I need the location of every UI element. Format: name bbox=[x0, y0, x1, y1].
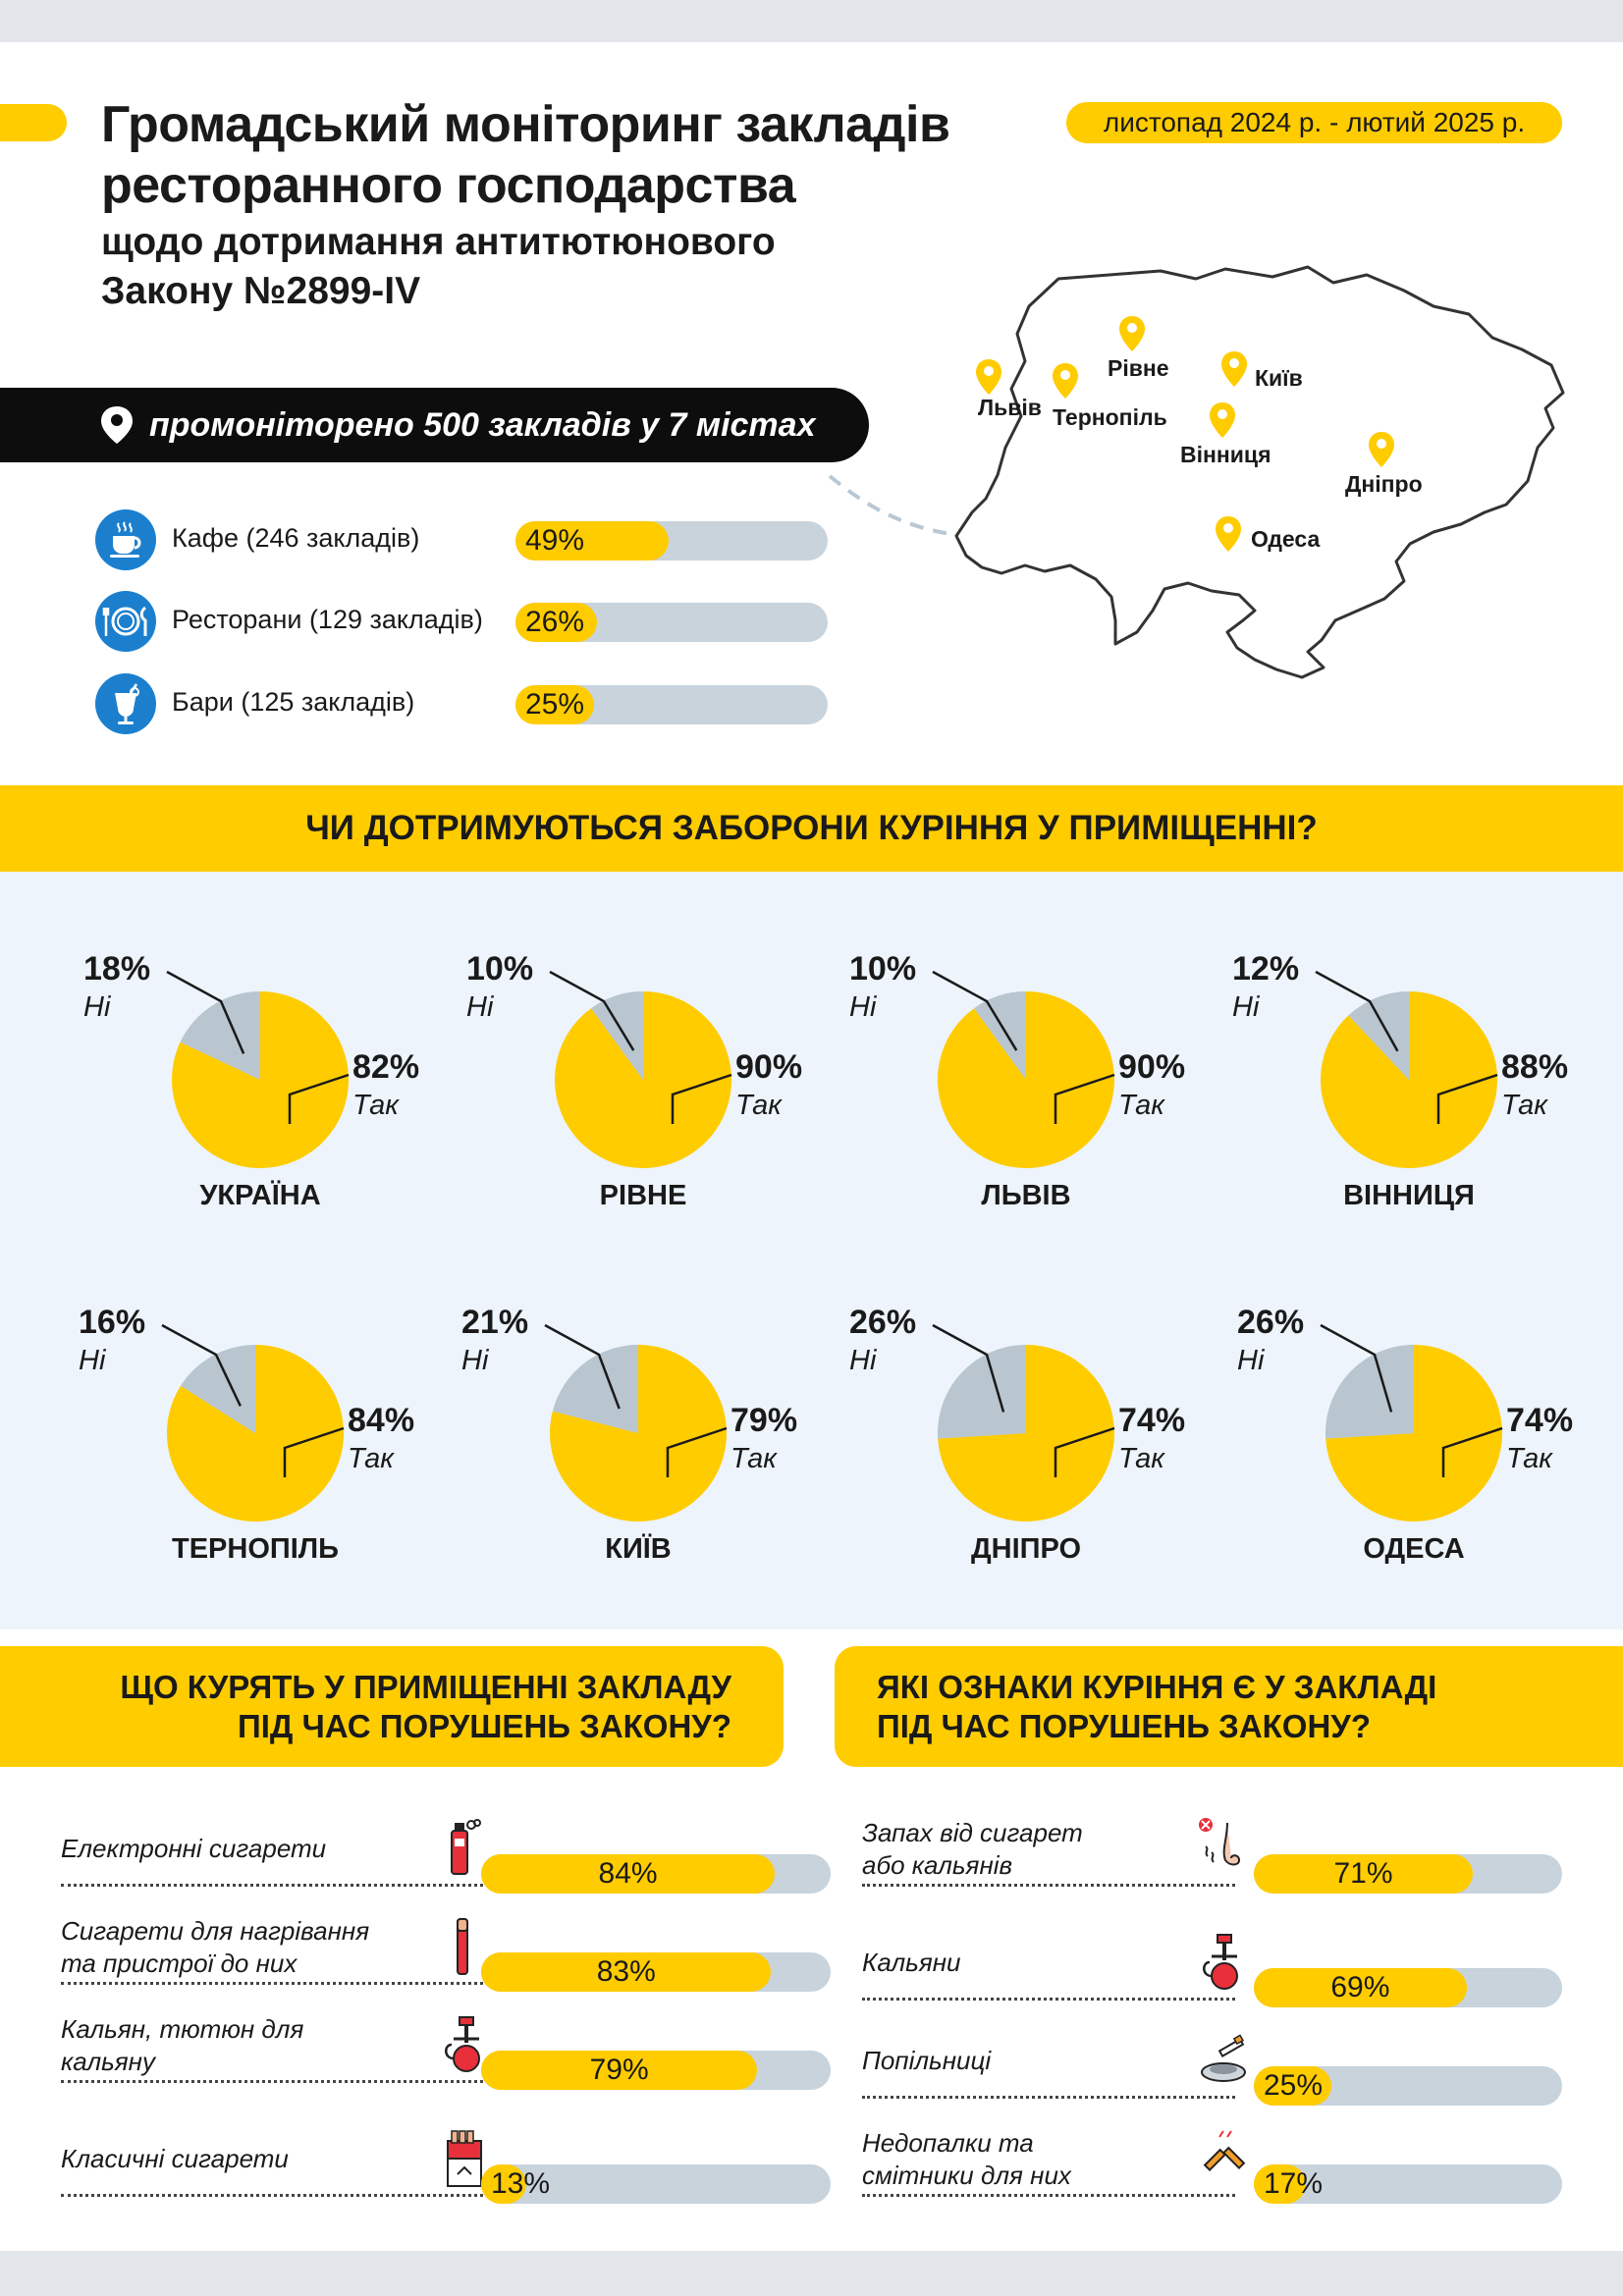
map-pin-odesa bbox=[1214, 514, 1243, 560]
city-label-lviv: Львів bbox=[978, 395, 1042, 420]
dotted-leader bbox=[61, 1884, 483, 1887]
bar-label-line: Недопалки та bbox=[862, 2128, 1034, 2158]
pie-chart-4 bbox=[1232, 913, 1569, 1211]
pie-yes-percent: 82% bbox=[352, 1048, 420, 1086]
pie-yes-label: Так bbox=[730, 1443, 777, 1474]
pie-no-percent: 12% bbox=[1232, 950, 1300, 988]
top-strip bbox=[0, 0, 1623, 42]
bar-value: 13% bbox=[491, 2167, 551, 2200]
pie-no-percent: 21% bbox=[461, 1304, 529, 1341]
pie-chart-8 bbox=[1237, 1266, 1574, 1565]
bar-label-line: або кальянів bbox=[862, 1850, 1013, 1880]
pie-no-label: Ні bbox=[1232, 991, 1260, 1023]
bar-label-line: Електронні сигарети bbox=[61, 1834, 327, 1863]
pie-no-label: Ні bbox=[79, 1345, 106, 1376]
map-pin-icon bbox=[1208, 400, 1237, 440]
pie-no-percent: 10% bbox=[849, 950, 917, 988]
bar-track bbox=[1254, 2164, 1562, 2204]
pie-city-name: ТЕРНОПІЛЬ bbox=[172, 1533, 339, 1565]
pie-chart-5 bbox=[79, 1266, 415, 1565]
map-pin-kyiv bbox=[1219, 349, 1249, 395]
pie-city-name: ЛЬВІВ bbox=[981, 1180, 1071, 1211]
pie-no-label: Ні bbox=[849, 1345, 877, 1376]
plate-cutlery-icon bbox=[95, 591, 156, 652]
cocktail-glass-icon bbox=[95, 673, 156, 734]
bar-label bbox=[61, 1833, 326, 1865]
bar-value: 83% bbox=[596, 1955, 656, 1988]
subtitle-line-1: щодо дотримання антитютюнового bbox=[101, 221, 776, 263]
bar-label-line: кальяну bbox=[61, 2047, 155, 2076]
pie-slice-no bbox=[1325, 1345, 1414, 1439]
pie-no-label: Ні bbox=[83, 991, 111, 1023]
pie-no-percent: 18% bbox=[83, 950, 151, 988]
dotted-leader bbox=[862, 2096, 1235, 2099]
bar-label bbox=[862, 1947, 960, 1979]
pie-no-label: Ні bbox=[1237, 1345, 1265, 1376]
coffee-cup-icon bbox=[95, 509, 156, 570]
bar-label-line: Попільниці bbox=[862, 2046, 992, 2075]
city-label-ternopil: Тернопіль bbox=[1053, 404, 1167, 430]
bar-label-line: Класичні сигарети bbox=[61, 2144, 289, 2173]
bar-track bbox=[481, 1952, 831, 1992]
bar-label bbox=[61, 2143, 289, 2175]
monitored-text: промоніторено 500 закладів у 7 містах bbox=[149, 406, 816, 444]
section-title-line-1: ЩО КУРЯТЬ У ПРИМІЩЕННІ ЗАКЛАДУ bbox=[120, 1669, 731, 1705]
bar-label-line: Сигарети для нагрівання bbox=[61, 1916, 370, 1946]
section-title-smoking-signs bbox=[877, 1668, 1436, 1746]
bar-row bbox=[862, 2029, 1589, 2108]
bar-track bbox=[481, 1854, 831, 1894]
category-label: Ресторани (129 закладів) bbox=[172, 605, 483, 634]
bar-label-line: Запах від сигарет bbox=[862, 1818, 1083, 1847]
section-title-what-smoked bbox=[120, 1668, 731, 1746]
pie-yes-label: Так bbox=[348, 1443, 394, 1474]
city-label-odesa: Одеса bbox=[1251, 526, 1321, 552]
category-row-bars bbox=[95, 673, 832, 736]
bar-row bbox=[862, 1931, 1589, 2009]
bar-row bbox=[61, 1915, 787, 1994]
pie-yes-percent: 88% bbox=[1501, 1048, 1569, 1086]
category-value: 25% bbox=[525, 688, 585, 721]
bar-value: 71% bbox=[1333, 1857, 1393, 1890]
bottom-strip bbox=[0, 2251, 1623, 2296]
map-pin-icon bbox=[974, 357, 1003, 397]
bar-row bbox=[61, 1817, 787, 1896]
dotted-leader bbox=[61, 2080, 483, 2083]
pie-no-percent: 16% bbox=[79, 1304, 146, 1341]
bar-row bbox=[61, 2013, 787, 2092]
bar-row bbox=[862, 1817, 1589, 1896]
pie-chart-6 bbox=[461, 1266, 798, 1565]
hookah-icon bbox=[1198, 1931, 1247, 1999]
pie-city-name: РІВНЕ bbox=[599, 1180, 687, 1211]
page-subtitle bbox=[101, 218, 776, 316]
bar-row bbox=[862, 2127, 1589, 2206]
map-pin-icon bbox=[1051, 361, 1080, 400]
pie-chart-2 bbox=[466, 913, 803, 1211]
pie-yes-percent: 84% bbox=[348, 1402, 415, 1439]
category-label: Кафе (246 закладів) bbox=[172, 523, 420, 553]
pie-yes-label: Так bbox=[735, 1090, 782, 1121]
map-pin-rivne bbox=[1117, 314, 1147, 359]
pie-city-name: ОДЕСА bbox=[1363, 1533, 1465, 1565]
bar-value: 17% bbox=[1264, 2167, 1324, 2200]
pie-no-label: Ні bbox=[461, 1345, 489, 1376]
bar-label bbox=[61, 2013, 303, 2078]
dotted-leader bbox=[61, 1982, 483, 1985]
subtitle-line-2: Закону №2899-IV bbox=[101, 270, 421, 312]
bar-track bbox=[481, 2051, 831, 2090]
category-bar-track bbox=[515, 685, 828, 724]
nose-smell-icon bbox=[1198, 1817, 1247, 1885]
period-badge: листопад 2024 р. - лютий 2025 р. bbox=[1066, 102, 1562, 143]
pie-yes-label: Так bbox=[352, 1090, 399, 1121]
city-label-dnipro: Дніпро bbox=[1345, 471, 1423, 497]
bar-track bbox=[1254, 1854, 1562, 1894]
bar-row bbox=[61, 2127, 787, 2206]
category-value: 49% bbox=[525, 524, 585, 557]
bar-label bbox=[862, 2127, 1071, 2192]
pie-yes-label: Так bbox=[1118, 1443, 1164, 1474]
location-pin-icon bbox=[98, 404, 135, 446]
pie-yes-percent: 90% bbox=[735, 1048, 803, 1086]
dotted-leader bbox=[61, 2194, 483, 2197]
pie-city-name: ВІННИЦЯ bbox=[1343, 1180, 1475, 1211]
pie-chart-3 bbox=[849, 913, 1186, 1211]
bar-label-line: смітники для них bbox=[862, 2161, 1071, 2190]
bar-value: 84% bbox=[598, 1857, 658, 1890]
title-line-2: ресторанного господарства bbox=[101, 157, 796, 214]
bar-label bbox=[862, 1817, 1083, 1882]
pie-city-name: КИЇВ bbox=[605, 1533, 672, 1565]
dotted-leader bbox=[862, 1884, 1235, 1887]
ukraine-map bbox=[943, 255, 1571, 687]
city-label-kyiv: Київ bbox=[1255, 365, 1303, 391]
title-line-1: Громадський моніторинг закладів bbox=[101, 96, 950, 153]
ashtray-icon bbox=[1198, 2029, 1247, 2097]
pie-yes-label: Так bbox=[1501, 1090, 1547, 1121]
cigarette-butts-icon bbox=[1198, 2127, 1247, 2195]
bar-label bbox=[862, 2045, 991, 2077]
bar-value: 79% bbox=[589, 2054, 649, 2086]
pie-chart-1 bbox=[83, 913, 420, 1211]
pie-slice-no bbox=[938, 1345, 1026, 1439]
pie-no-percent: 26% bbox=[849, 1304, 917, 1341]
map-pin-icon bbox=[1367, 430, 1396, 469]
bar-track bbox=[481, 2164, 831, 2204]
city-label-vinnytsia: Вінниця bbox=[1180, 442, 1271, 467]
map-pin-icon bbox=[1117, 314, 1147, 353]
monitored-banner bbox=[0, 388, 869, 462]
pie-no-label: Ні bbox=[466, 991, 494, 1023]
pie-yes-label: Так bbox=[1118, 1090, 1164, 1121]
bar-label-line: Кальян, тютюн для bbox=[61, 2014, 304, 2044]
bar-value: 69% bbox=[1330, 1971, 1390, 2003]
category-row-cafe bbox=[95, 509, 832, 572]
section-title-indoor-ban: ЧИ ДОТРИМУЮТЬСЯ ЗАБОРОНИ КУРІННЯ У ПРИМІЩЕННІ? bbox=[305, 809, 1318, 847]
title-accent-tab bbox=[0, 104, 67, 141]
bar-track bbox=[1254, 1968, 1562, 2007]
category-bar-track bbox=[515, 603, 828, 642]
pie-yes-percent: 79% bbox=[730, 1402, 798, 1439]
dotted-leader bbox=[862, 1998, 1235, 2001]
map-pin-dnipro bbox=[1367, 430, 1396, 475]
ukraine-outline bbox=[943, 255, 1571, 687]
category-label: Бари (125 закладів) bbox=[172, 687, 415, 717]
pie-no-percent: 26% bbox=[1237, 1304, 1305, 1341]
pie-chart-7 bbox=[849, 1266, 1186, 1565]
section-title-line-1: ЯКІ ОЗНАКИ КУРІННЯ Є У ЗАКЛАДІ bbox=[877, 1669, 1437, 1705]
pie-city-name: ДНІПРО bbox=[970, 1533, 1082, 1565]
section-title-line-2: ПІД ЧАС ПОРУШЕНЬ ЗАКОНУ? bbox=[877, 1708, 1371, 1744]
map-pin-vinnytsia bbox=[1208, 400, 1237, 446]
page-title bbox=[101, 94, 949, 216]
map-pin-icon bbox=[1219, 349, 1249, 389]
bar-label bbox=[61, 1915, 369, 1980]
city-label-rivne: Рівне bbox=[1108, 355, 1169, 381]
category-row-restaurants bbox=[95, 591, 832, 654]
pie-yes-label: Так bbox=[1506, 1443, 1552, 1474]
pie-yes-percent: 74% bbox=[1118, 1402, 1186, 1439]
pie-yes-percent: 90% bbox=[1118, 1048, 1186, 1086]
pie-city-name: УКРАЇНА bbox=[199, 1180, 321, 1211]
dotted-leader bbox=[862, 2194, 1235, 2197]
bar-label-line: та пристрої до них bbox=[61, 1949, 298, 1978]
section-title-line-2: ПІД ЧАС ПОРУШЕНЬ ЗАКОНУ? bbox=[238, 1708, 731, 1744]
bar-label-line: Кальяни bbox=[862, 1948, 961, 1977]
map-pin-icon bbox=[1214, 514, 1243, 554]
category-bar-track bbox=[515, 521, 828, 561]
pie-yes-percent: 74% bbox=[1506, 1402, 1574, 1439]
bar-track bbox=[1254, 2066, 1562, 2106]
category-value: 26% bbox=[525, 606, 585, 638]
pie-no-label: Ні bbox=[849, 991, 877, 1023]
pie-no-percent: 10% bbox=[466, 950, 534, 988]
bar-value: 25% bbox=[1264, 2069, 1324, 2102]
map-pin-ternopil bbox=[1051, 361, 1080, 406]
